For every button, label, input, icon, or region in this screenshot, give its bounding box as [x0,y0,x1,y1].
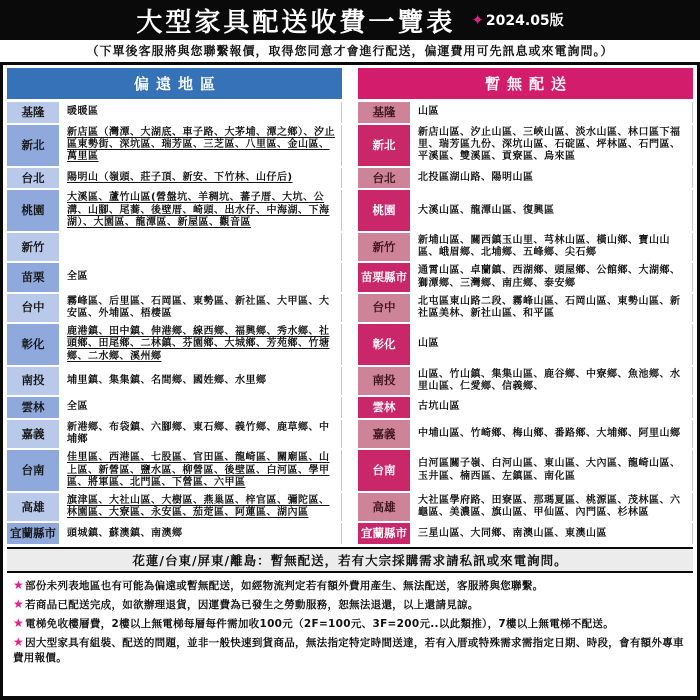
column-gap [344,68,356,99]
footnote-item [13,576,687,595]
region-label-right: 新北 [358,125,410,166]
table-row-changhua [7,324,693,365]
footnote-item [13,614,687,633]
region-areas-right: 山區 [412,102,693,123]
region-label-left: 台南 [7,450,59,491]
version-label: 2024.05版 [485,13,564,29]
region-areas-left: 霧峰區、后里區、石岡區、東勢區、新社區、大甲區、大安區、外埔區、梧棲區 [61,294,342,322]
region-areas-right: 山區、竹山鎮、集集山區、鹿谷鄉、中寮鄉、魚池鄉、水里山區、仁愛鄉、信義鄉、 [412,367,693,395]
region-areas-right: 大社區學府路、田寮區、那瑪夏區、桃源區、茂林區、六龜區、美濃區、旗山區、甲仙區、內門區、杉林區 [412,493,693,521]
footnotes [7,573,693,673]
region-areas-left: 頭城鎮、蘇澳鎮、南澳鄉 [61,523,342,544]
region-label-right: 南投 [358,367,410,395]
table-row-miaoli [7,263,693,291]
region-areas-right: 古坑山區 [412,397,693,418]
region-areas-right: 三星山區、大同鄉、南澳山區、東澳山區 [412,523,693,544]
region-areas-right: 白河區關子嶺、白河山區、東山區、大內區、龍崎山區、玉井區、楠西區、左鎮區、南化區 [412,450,693,491]
table-row-taichung [7,294,693,322]
column-gap [344,397,356,418]
region-label-right: 台南 [358,450,410,491]
region-label-left: 南投 [7,367,59,395]
region-areas-right: 北投區湖山路、陽明山區 [412,168,693,189]
region-label-right: 台北 [358,168,410,189]
region-label-left: 苗栗 [7,263,59,291]
region-label-right: 宜蘭縣市 [358,523,410,544]
column-gap [344,367,356,395]
region-areas-left: 全區 [61,263,342,291]
region-label-right: 苗栗縣市 [358,263,410,291]
region-label-left: 宜蘭縣市 [7,523,59,544]
star-icon: ★ [13,597,25,611]
region-areas-left: 全區 [61,397,342,418]
region-label-right: 彰化 [358,324,410,365]
region-label-left: 台中 [7,294,59,322]
region-label-right: 嘉義 [358,420,410,448]
region-label-left: 台北 [7,168,59,189]
footnote-text: 部份未列表地區也有可能為偏遠或暫無配送，如經物流判定若有額外費用產生、無法配送，客服將與您聯繫。 [25,580,544,593]
footnote-text: 因大型家具有組裝、配送的問題，並非一般快速到貨商品，無法指定特定時間送達，若有入厝或特殊需求需指定日期、時段，會有額外專車費用報價。 [13,636,684,665]
region-label-right: 雲林 [358,397,410,418]
region-areas-right: 新埔山區、關西鎮玉山里、芎林山區、橫山鄉、寶山山區、峨眉鄉、北埔鄉、五峰鄉、尖石鄉 [412,233,693,261]
table-row-taipei [7,168,693,189]
column-gap [344,263,356,291]
table-row-tainan [7,450,693,491]
version-badge [471,10,563,30]
title-bar [0,0,700,40]
region-label-left: 新竹 [7,233,59,261]
region-label-left: 高雄 [7,493,59,521]
region-areas-right: 中埔山區、竹崎鄉、梅山鄉、番路鄉、大埔鄉、阿里山鄉 [412,420,693,448]
region-areas-left: 埔里鎮、集集鎮、名間鄉、國姓鄉、水里鄉 [61,367,342,395]
remote-areas-header: 偏遠地區 [7,68,342,99]
east-region-notice: 花蓮/台東/屏東/離島：暫無配送，若有大宗採購需求請私訊或來電詢問。 [7,547,693,573]
region-label-right: 高雄 [358,493,410,521]
column-gap [344,125,356,166]
footnote-text: 電梯免收樓層費，2樓以上無電梯每層每件需加收100元（2F=100元、3F=200元..以此類推），7樓以上無電梯不配送。 [25,617,615,630]
region-label-left: 桃園 [7,190,59,231]
region-label-left: 基隆 [7,102,59,123]
region-label-right: 新竹 [358,233,410,261]
column-headers [7,68,693,99]
star-icon: ★ [13,615,25,630]
table-row-kaohsiung [7,493,693,521]
region-areas-right: 新店山區、汐止山區、三峽山區、淡水山區、林口區下福里、瑞芳區九份、深坑山區、石碇區、坪林區、石門區、平溪區、雙溪區、貢寮區、烏來區 [412,125,693,166]
table-row-yilan [7,523,693,544]
column-gap [344,420,356,448]
table-row-keelung [7,102,693,123]
table-body [0,65,700,696]
region-areas-right: 北屯區東山路二段、霧峰山區、石岡山區、東勢山區、新社區美林、新社山區、和平區 [412,294,693,322]
star-icon: ★ [13,634,25,649]
table-row-newtaipei [7,125,693,166]
region-areas-left: 鹿港鎮、田中鎮、伸港鄉、線西鄉、福興鄉、秀水鄉、社頭鄉、田尾鄉、二林鎮、芬園鄉、大城鄉、芳苑鄉、竹塘鄉、二水鄉、溪州鄉 [61,324,342,365]
column-gap [344,168,356,189]
region-label-left: 新北 [7,125,59,166]
region-areas-left: 陽明山（嶺頭、莊子頂、新安、下竹林、山仔后) [61,168,342,189]
column-gap [344,233,356,261]
footnote-item [13,595,687,614]
column-gap [344,493,356,521]
region-areas-right: 通霄山區、卓蘭鎮、西湖鄉、頭屋鄉、公館鄉、大湖鄉、獅潭鄉、三灣鄉、南庄鄉、泰安鄉 [412,263,693,291]
region-areas-left: 新港鄉、布袋鎮、六腳鄉、東石鄉、義竹鄉、鹿草鄉、中埔鄉 [61,420,342,448]
table-row-chiayi [7,420,693,448]
footnote-text: 若商品已配送完成，如欲辦理退貨，因運費為已發生之勞動服務，恕無法退還，以上還請見諒。 [25,599,479,611]
region-table [7,102,693,544]
region-label-left: 彰化 [7,324,59,365]
column-gap [344,450,356,491]
column-gap [344,190,356,231]
page-title: 大型家具配送收費一覽表 [136,7,456,38]
table-row-nantou [7,367,693,395]
table-row-taoyuan [7,190,693,231]
column-gap [344,294,356,322]
column-gap [344,102,356,123]
footnote-item [13,633,687,668]
table-row-yunlin [7,397,693,418]
region-label-right: 台中 [358,294,410,322]
region-label-right: 桃園 [358,190,410,231]
column-gap [344,523,356,544]
region-label-left: 雲林 [7,397,59,418]
region-areas-right: 大溪山區、龍潭山區、復興區 [412,190,693,231]
region-areas-right: 山區 [412,324,693,365]
region-areas-left: 大溪區、蘆竹山區(營盤坑、羊稠坑、蕃子厝、大坑、公溝、山腳、尾蕎、後壁厝、崎頭、出水仔、中海湖、下海湖）、大園區、龍潭區、新屋區、觀音區 [61,190,342,231]
region-areas-left: 佳里區、西港區、七股區、官田區、龍崎區、關廟區、山上區、新營區、鹽水區、柳營區、後壁區、白河區、學甲區、將軍區、北門區、下營區、六甲區 [61,450,342,491]
region-areas-left [61,233,342,261]
subtitle-note: （下單後客服將與您聯繫報價，取得您同意才會進行配送，偏運費用可先訊息或來電詢問。） [0,40,700,65]
region-label-left: 嘉義 [7,420,59,448]
column-gap [344,324,356,365]
no-delivery-header: 暫無配送 [358,68,693,99]
table-row-hsinchu [7,233,693,261]
region-label-right: 基隆 [358,102,410,123]
region-areas-left: 旗津區、大社山區、大樹區、燕巢區、梓官區、彌陀區、林園區、大寮區、永安區、茄萣區、阿蓮區、湖內區 [61,493,342,521]
star-icon: ★ [13,578,25,593]
region-areas-left: 新店區（灣潭、大湖底、車子路、大茅埔、潭之鄉）、汐止區東勢街、深坑區、瑞芳區、三芝區、八里區、金山區、萬里區 [61,125,342,166]
bottom-border [0,696,700,700]
region-areas-left: 暖暖區 [61,102,342,123]
sparkle-icon: ✦ [471,11,484,29]
